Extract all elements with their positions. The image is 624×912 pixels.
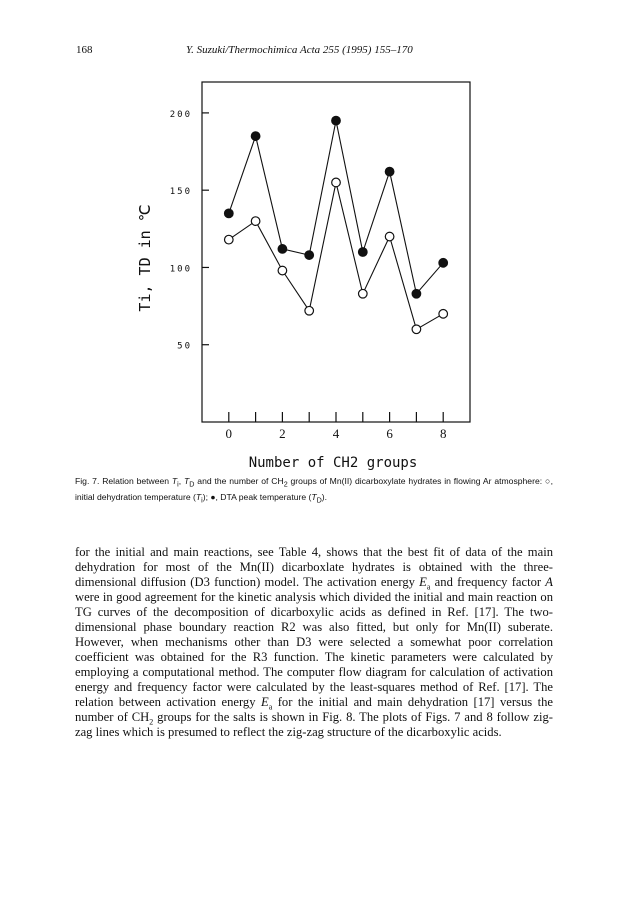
- data-point-ti-open-circle: [359, 289, 368, 298]
- data-point-td-filled-circle: [225, 209, 234, 218]
- body-paragraph: for the initial and main reactions, see Table 4, shows that the best fit of data of the main dehydration for most of the Mn(II) dicarboxlate hydrates is obtained with the three-dimensional diffusion (D3 function) model. The activation energy $E_a$ and frequency factor A were in good agreement for the kinetic analysis which divided the initial and main reaction on TG curves of the decomposition of dicarboxylic acids as defined in Ref. [17]. The two-dimensional phase boundary reaction R2 was also fitted, but only for Mn(II) suberate. However, when mechanisms other than D3 were selected a somewhat poor correlation coefficient was obtained for the R3 function. The kinetic parameters were calculated by employing a computational method. The computer flow diagram for calculation of activation energy and frequency factor were calculated by the least-squares method of Ref. [17]. The relation between activation energy $E_a$ for the initial and main dehydration [17] versus the number of $CH_2$ groups for the salts is shown in Fig. 8. The plots of Figs. 7 and 8 follow zig-zag lines which is presumed to reflect the zig-zag structure of the dicarboxylic acids.: [75, 545, 553, 739]
- x-tick-label: 6: [386, 426, 393, 441]
- figure-caption: Fig. 7. Relation between $T_i$, $T_D$ and the number of $CH_2$ groups of Mn(II) dicarboxylate hydrates in flowing Ar atmosphere: ○, initial dehydration temperature $(T_i)$; ●, DTA peak temperature $(T_D)$.: [75, 476, 553, 505]
- data-point-ti-open-circle: [225, 235, 234, 244]
- series-line-ti: [229, 183, 443, 330]
- series-layer: [225, 116, 448, 333]
- data-point-ti-open-circle: [251, 217, 260, 226]
- data-point-td-filled-circle: [439, 259, 448, 268]
- data-point-td-filled-circle: [385, 167, 394, 176]
- y-axis-label: Ti, TD in ℃: [136, 204, 154, 312]
- data-point-ti-open-circle: [278, 266, 287, 275]
- x-tick-label: 8: [439, 426, 447, 441]
- axes-layer: [170, 110, 447, 441]
- x-tick-label: 2: [279, 426, 286, 441]
- y-tick-label: 100: [169, 264, 192, 275]
- x-tick-label: 4: [332, 426, 340, 441]
- data-point-ti-open-circle: [332, 178, 341, 187]
- data-point-td-filled-circle: [359, 248, 368, 257]
- data-point-ti-open-circle: [439, 310, 448, 319]
- running-title: Y. Suzuki/Thermochimica Acta 255 (1995) 155–170: [186, 44, 413, 56]
- y-tick-label: 200: [169, 109, 192, 120]
- data-point-td-filled-circle: [412, 289, 421, 298]
- data-point-td-filled-circle: [332, 116, 341, 125]
- data-point-ti-open-circle: [305, 306, 314, 315]
- plot-frame: [202, 82, 470, 422]
- data-point-td-filled-circle: [305, 251, 314, 260]
- y-tick-label: 50: [177, 341, 192, 352]
- data-point-ti-open-circle: [385, 232, 394, 241]
- page-number: 168: [76, 44, 93, 56]
- data-point-td-filled-circle: [251, 132, 260, 141]
- x-axis-label: Number of CH2 groups: [248, 455, 418, 470]
- x-tick-label: 0: [225, 426, 233, 441]
- series-line-td: [229, 121, 443, 294]
- data-point-ti-open-circle: [412, 325, 421, 334]
- y-tick-label: 150: [169, 187, 192, 198]
- data-point-td-filled-circle: [278, 245, 287, 254]
